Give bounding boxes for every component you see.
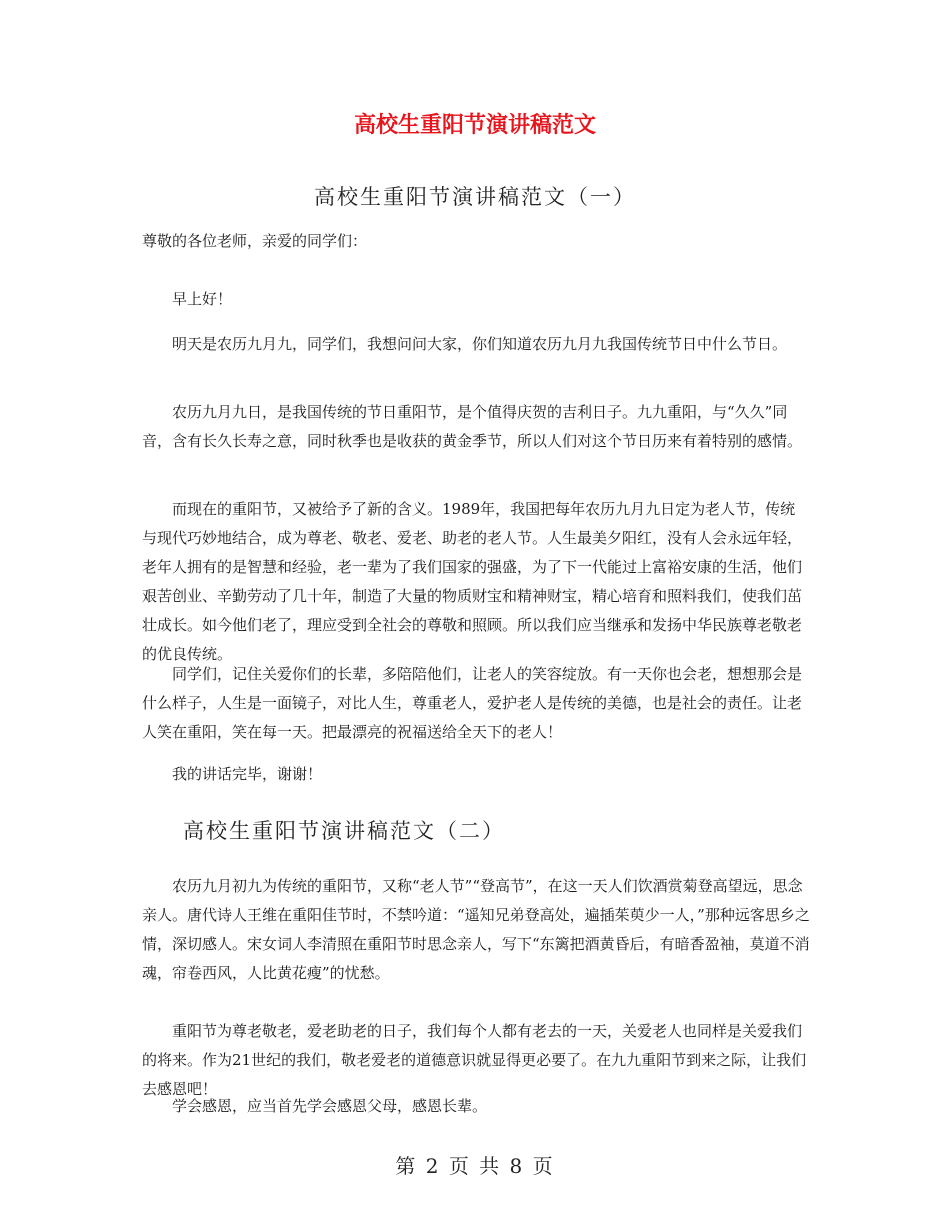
salutation-paragraph: 尊敬的各位老师，亲爱的同学们：: [142, 232, 368, 250]
section-heading-1: 高校生重阳节演讲稿范文（一）: [314, 185, 636, 209]
body-paragraph: 农历九月九日，是我国传统的节日重阳节，是个值得庆贺的吉利日子。九九重阳，与“久久”同音，含有长久长寿之意，同时秋季也是收获的黄金季节，所以人们对这个节日历来有着特别的感情。: [142, 403, 803, 450]
body-paragraph: 重阳节为尊老敬老，爱老助老的日子，我们每个人都有老去的一天，关爱老人也同样是关爱我们的将来。作为21世纪的我们，敬老爱老的道德意识就显得更必要了。在九九重阳节到来之际，让我们去感恩吧！: [142, 1022, 807, 1098]
body-paragraph: 同学们，记住关爱你们的长辈，多陪陪他们，让老人的笑容绽放。有一天你也会老，想想那会是什么样子，人生是一面镜子，对比人生，尊重老人，爱护老人是传统的美德，也是社会的责任。让老人笑在重阳，笑在每一天。把最漂亮的祝福送给全天下的老人！: [142, 665, 803, 741]
body-paragraph: 而现在的重阳节，又被给予了新的含义。1989年，我国把每年农历九月九日定为老人节，传统与现代巧妙地结合，成为尊老、敬老、爱老、助老的老人节。人生最美夕阳红，没有人会永远年轻，老年人拥有的是智慧和经验，老一辈为了我们国家的强盛，为了下一代能过上富裕安康的生活，他们艰苦创业、辛勤劳动了几十年，制造了大量的物质财宝和精神财宝，精心培育和照料我们，使我们茁壮成长。如今他们老了，理应受到全社会的尊敬和照顾。所以我们应当继承和发扬中华民族尊老敬老的优良传统。: [142, 500, 803, 663]
body-paragraph: 农历九月初九为传统的重阳节，又称“老人节”“登高节”，在这一天人们饮酒赏菊登高望远，思念亲人。唐代诗人王维在重阳佳节时，不禁吟道：“遥知兄弟登高处，遍插茱萸少一人，”那种远客思乡之情，深切感人。宋女词人李清照在重阳节时思念亲人，写下“东篱把酒黄昏后，有暗香盈袖，莫道不消魂，帘卷西风，人比黄花瘦”的忧愁。: [142, 877, 810, 982]
closing-paragraph: 我的讲话完毕，谢谢！: [172, 765, 323, 783]
body-paragraph: 学会感恩，应当首先学会感恩父母，感恩长辈。: [172, 1097, 488, 1115]
greeting-paragraph: 早上好！: [172, 290, 233, 308]
document-title: 高校生重阳节演讲稿范文: [353, 113, 596, 138]
section-heading-2: 高校生重阳节演讲稿范文（二）: [183, 819, 505, 843]
body-paragraph: 明天是农历九月九，同学们，我想问问大家，你们知道农历九月九我国传统节日中什么节日。: [172, 335, 788, 353]
page-number-footer: 第 2 页 共 8 页: [395, 1154, 555, 1178]
